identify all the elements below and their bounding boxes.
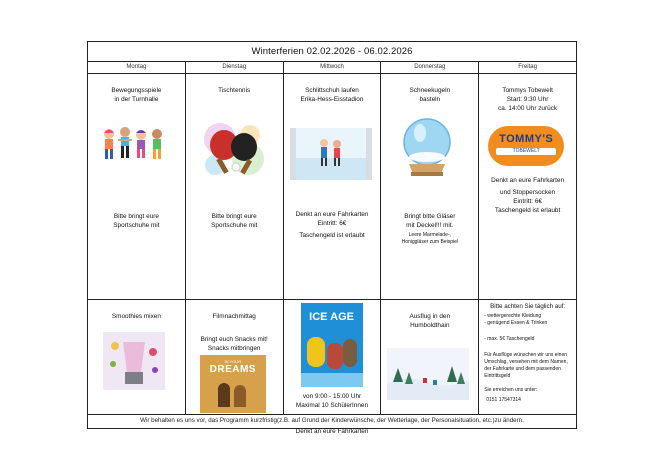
- page-title: Winterferien 02.02.2026 - 06.02.2026: [88, 42, 576, 62]
- tommys-tobewelt-logo: TOMMY'S TOBEWELT: [488, 126, 564, 166]
- notice-list: - wettergerechte Kleidung - genügend Essen & Trinken - max. 5€ Taschengeld Für Ausflüge wünschen wir uns einen Umschlag, versehen mit dem Namen, der Fahrkarte und dem passenden Eintrittsgeld Sie erreichen uns unter: 0151 17547314: [484, 313, 568, 403]
- activity-note: von 9:00 - 15:00 Uhr Maximal 10 SchülerInnen: [295, 393, 369, 409]
- activity-title: Smoothies mixen: [111, 313, 161, 320]
- activity-note: Bitte bringt eure Sportschuhe mit: [211, 213, 258, 229]
- activity-title: Tommys Tobewelt Start: 9:30 Uhr ca. 14:00 Uhr zurück: [498, 87, 558, 112]
- smoothie-blender-illustration: [103, 332, 165, 390]
- activity-title: Filmnachmittag: [212, 313, 256, 320]
- weekday-header: [88, 62, 576, 74]
- table-tennis-illustration: [200, 121, 268, 181]
- dreams-movie-poster: IN YOUR DREAMS: [200, 355, 266, 413]
- poster-ground: [301, 373, 363, 387]
- day-tuesday: Dienstag: [186, 62, 284, 73]
- cell-tuesday: [186, 74, 284, 299]
- activity-note: Bringt euch Snacks mit! Snacks mitbringen: [200, 336, 268, 352]
- cell-wednesday: [284, 74, 382, 299]
- cell-friday-2: [479, 300, 576, 414]
- activity-title: Ausflug in den Humboldthain: [409, 313, 451, 329]
- poster-character: [327, 343, 343, 369]
- poster-figure: [234, 385, 246, 407]
- activity-title: Schlittschuh laufen Erika-Hess-Eisstadion: [300, 87, 364, 103]
- poster-figure: [218, 383, 230, 407]
- cell-monday: [88, 74, 186, 299]
- activity-title: Schneekugeln basteln: [409, 87, 451, 103]
- notice-title: Bitte achten Sie täglich auf:: [490, 303, 566, 310]
- cell-thursday: [381, 74, 479, 299]
- activity-title: Bewegungsspiele in der Turnhalle: [111, 87, 162, 103]
- cell-wednesday-2: [284, 300, 382, 435]
- kids-playing-illustration: [101, 124, 167, 164]
- ice-age-movie-poster: ICE AGE: [301, 303, 363, 387]
- ice-skating-illustration: [290, 128, 372, 180]
- poster-character: [307, 337, 325, 367]
- winter-landscape-illustration: [387, 348, 469, 400]
- cell-thursday-2: [381, 300, 479, 414]
- cell-friday: [479, 74, 576, 299]
- activity-note: Denkt an eure Fahrkarten Eintritt: 6€ Taschengeld ist erlaubt: [295, 211, 369, 239]
- day-thursday: Donnerstag: [381, 62, 479, 73]
- week-row-1: [88, 74, 576, 300]
- snow-globe-illustration: [401, 116, 453, 178]
- activity-note: Denkt an eure Fahrkarten und Stoppersocken Eintritt: 6€ Taschengeld ist erlaubt: [491, 177, 564, 214]
- activity-note: Bringt bitte Gläser mit Deckel!!! mit. Leere Marmelade-, Honiggläser zum Beispiel: [401, 213, 458, 245]
- activity-note-tickets: Denkt an eure Fahrkarten: [295, 428, 369, 435]
- cell-monday-2: [88, 300, 186, 414]
- day-monday: Montag: [88, 62, 186, 73]
- disclaimer-footer: Wir behalten es uns vor, das Programm kurzfristig(z.B. auf Grund der Kinderwünsche, der Wetterlage, der Personalsituation, etc.)zu ändern.: [140, 417, 524, 424]
- day-wednesday: Mittwoch: [284, 62, 382, 73]
- schedule-sheet: [87, 41, 577, 435]
- day-friday: Freitag: [518, 64, 537, 70]
- poster-character: [343, 339, 357, 367]
- activity-note: Bitte bringt eure Sportschuhe mit: [113, 213, 160, 229]
- activity-title: Tischtennis: [218, 87, 251, 94]
- cell-tuesday-2: [186, 300, 284, 414]
